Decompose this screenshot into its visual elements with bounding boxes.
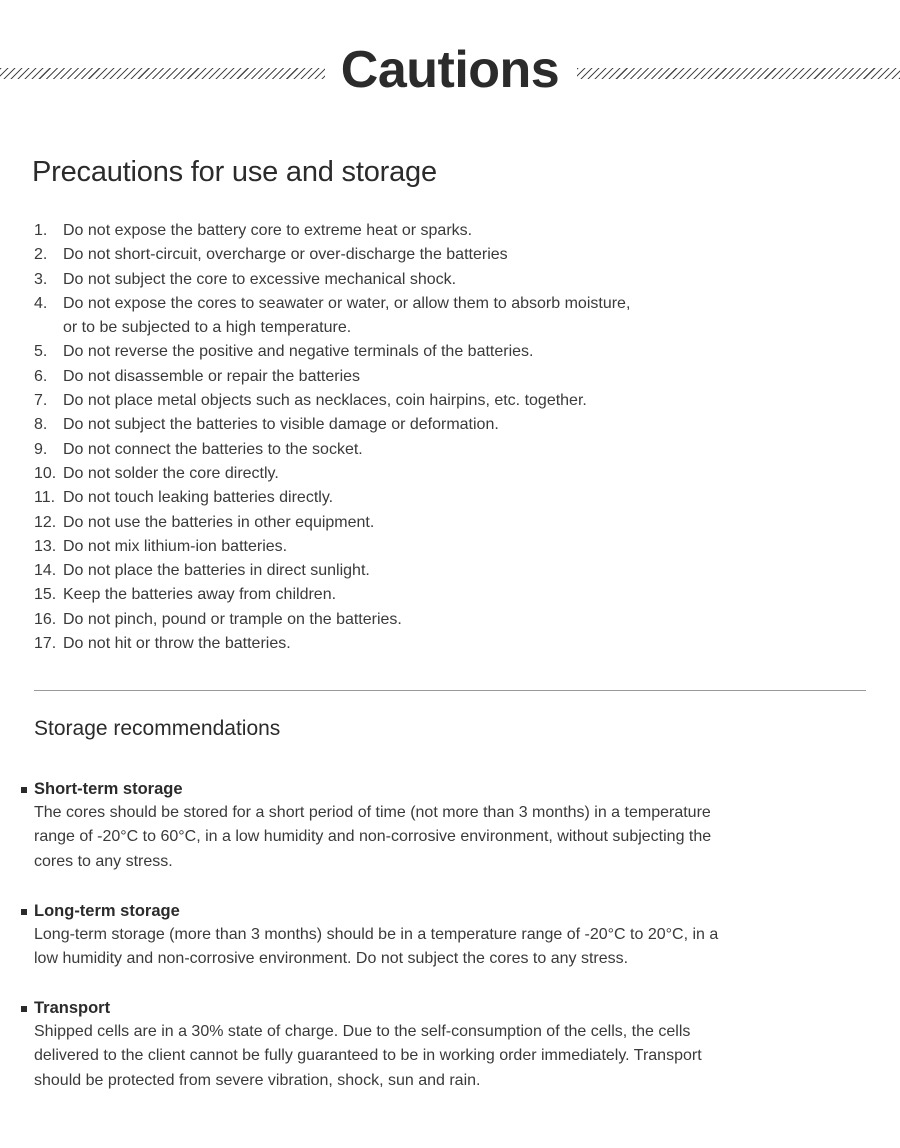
precaution-item-continuation (34, 316, 630, 340)
precaution-number: 3. (34, 270, 48, 288)
precaution-number: 7. (34, 392, 48, 410)
body-line: Long-term storage (more than 3 months) should be in a temperature range of -20°C to 20°C, in a (34, 926, 719, 943)
storage-section-long-term (34, 899, 794, 972)
body-line: cores to any stress. (34, 852, 173, 870)
precaution-text: Do not touch leaking batteries directly. (63, 489, 334, 507)
precaution-item (34, 243, 630, 267)
storage-section-title: Short-term storage (34, 777, 794, 801)
precaution-text: Do not mix lithium-ion batteries. (63, 537, 288, 555)
precaution-item (34, 365, 630, 389)
precaution-number: 16. (34, 610, 57, 628)
precaution-number: 4. (34, 294, 48, 312)
decorative-hatch-right (577, 68, 900, 79)
precaution-item (34, 511, 630, 535)
precaution-item (34, 438, 630, 462)
precaution-number: 9. (34, 440, 48, 458)
precaution-item (34, 559, 630, 583)
precaution-number: 2. (34, 246, 48, 264)
precaution-number: 5. (34, 343, 48, 361)
precaution-text: Do not connect the batteries to the socket. (63, 440, 363, 458)
storage-section-title: Long-term storage (34, 899, 794, 923)
precaution-item (34, 340, 630, 364)
precaution-text: Do not hit or throw the batteries. (63, 635, 291, 653)
precaution-item (34, 413, 630, 437)
section-divider (34, 690, 866, 691)
precautions-heading: Precautions for use and storage (32, 156, 437, 188)
precaution-number: 14. (34, 562, 57, 580)
storage-section-body (34, 801, 794, 874)
precaution-number: 1. (34, 222, 48, 239)
precaution-item (34, 389, 630, 413)
precaution-text: Do not solder the core directly. (63, 464, 279, 482)
body-line: Shipped cells are in a 30% state of charge. Due to the self-consumption of the cells, the cells (34, 1023, 691, 1040)
precaution-number: 8. (34, 416, 48, 434)
precaution-number: 15. (34, 586, 57, 604)
precaution-number: 6. (34, 367, 48, 385)
page-title: Cautions (340, 41, 560, 99)
precaution-text: Do not reverse the positive and negative terminals of the batteries. (63, 343, 534, 361)
body-line: should be protected from severe vibration, shock, sun and rain. (34, 1071, 481, 1089)
precaution-item (34, 608, 630, 632)
precaution-item (34, 632, 630, 656)
precaution-number: 12. (34, 513, 57, 531)
precaution-text: or to be subjected to a high temperature. (63, 319, 352, 337)
body-line: range of -20°C to 60°C, in a low humidity and non-corrosive environment, without subjecting the (34, 828, 712, 846)
precaution-text: Do not expose the battery core to extreme heat or sparks. (63, 222, 473, 239)
precaution-text: Do not subject the batteries to visible damage or deformation. (63, 416, 499, 434)
precaution-item (34, 486, 630, 510)
precaution-item (34, 535, 630, 559)
precaution-text: Do not place metal objects such as necklaces, coin hairpins, etc. together. (63, 392, 587, 410)
precaution-text: Do not pinch, pound or trample on the batteries. (63, 610, 402, 628)
precaution-number: 17. (34, 635, 57, 653)
precaution-item (34, 462, 630, 486)
precaution-item (34, 268, 630, 292)
storage-section-transport (34, 996, 794, 1093)
precaution-text: Do not disassemble or repair the batteries (63, 367, 361, 385)
precaution-text: Do not use the batteries in other equipment. (63, 513, 375, 531)
precaution-text: Keep the batteries away from children. (63, 586, 337, 604)
storage-section-body (34, 1020, 794, 1093)
body-line: The cores should be stored for a short period of time (not more than 3 months) in a temperature (34, 804, 711, 821)
precaution-text: Do not expose the cores to seawater or water, or allow them to absorb moisture, (63, 294, 631, 312)
body-line: delivered to the client cannot be fully guaranteed to be in working order immediately. Transport (34, 1047, 702, 1065)
precaution-item (34, 292, 630, 316)
precaution-number: 13. (34, 537, 57, 555)
precaution-item (34, 583, 630, 607)
precaution-text: Do not short-circuit, overcharge or over-discharge the batteries (63, 246, 508, 264)
storage-section-body (34, 923, 794, 972)
precaution-text: Do not place the batteries in direct sunlight. (63, 562, 370, 580)
storage-section-title: Transport (34, 996, 794, 1020)
precaution-text: Do not subject the core to excessive mechanical shock. (63, 270, 457, 288)
precautions-list (34, 219, 630, 656)
storage-section-short-term (34, 777, 794, 874)
precaution-number: 10. (34, 464, 57, 482)
storage-heading: Storage recommendations (34, 717, 281, 740)
body-line: low humidity and non-corrosive environment. Do not subject the cores to any stress. (34, 950, 629, 968)
precaution-number: 11. (34, 489, 56, 507)
page-header (0, 38, 900, 102)
precaution-item (34, 219, 630, 243)
